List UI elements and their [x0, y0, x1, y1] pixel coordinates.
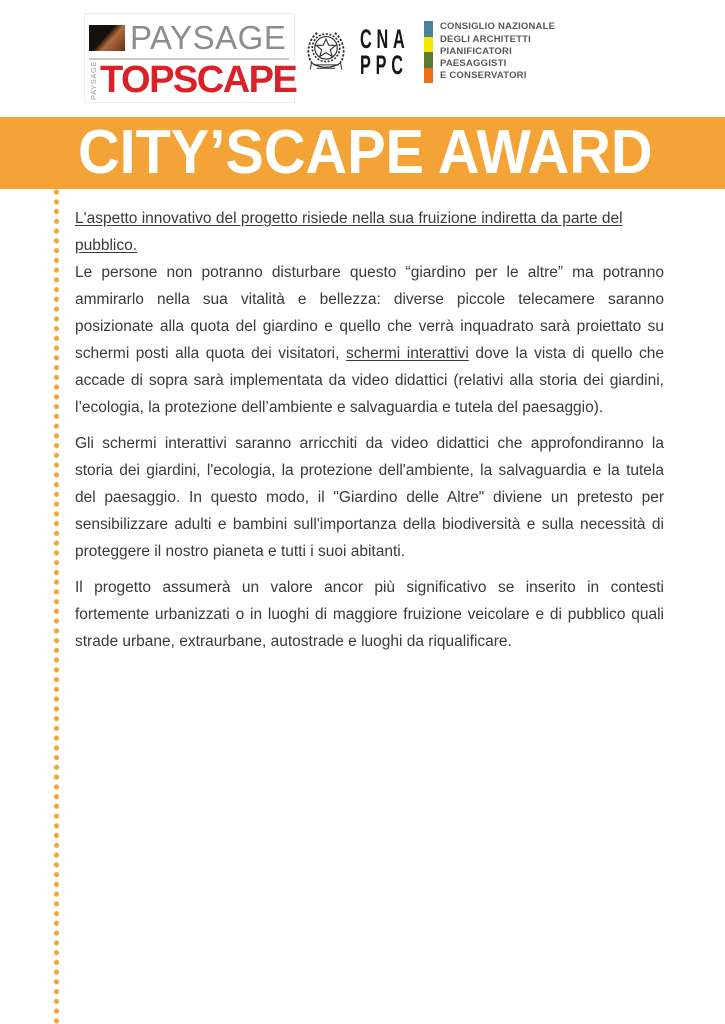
paysage-wordmark: PAYSAGE: [130, 18, 287, 56]
cnappc-color-bar-icon: [424, 21, 433, 83]
intro-underlined-statement: [75, 205, 664, 259]
underlined-text: L'aspetto innovativo del progetto risiede nella sua fruizione indiretta da parte del pubblico.: [75, 210, 623, 254]
topscape-wordmark: TOPSCAPE: [100, 59, 297, 101]
paysage-topscape-logo: [84, 13, 295, 103]
cnappc-logo: [301, 16, 555, 88]
cnappc-full-name: [440, 21, 555, 82]
body-text: Il progetto assumerà un valore ancor più significativo se inserito in contesti fortemente urbanizzati o in luoghi di maggiore fruizione veicolare e di pubblico quali strade urbane, extraurbane, autostrade e luoghi da riqualificare.: [75, 579, 664, 650]
topscape-row: [89, 59, 297, 101]
cnappc-acronym: [360, 26, 414, 78]
underlined-text: schermi interattivi: [345, 345, 469, 362]
paragraph-contesti-urbanizzati: [75, 574, 664, 655]
cityscape-award-banner: [0, 117, 725, 189]
header: [0, 0, 725, 117]
body-text: Gli schermi interattivi saranno arricchiti da video didattici che approfondiranno la storia dei giardini, l'ecologia, la protezione dell'ambiente, la salvaguardia e la tutela del paesaggio. In questo modo, il "Giardino delle Altre" diviene un pretesto per sensibilizzare adulti e bambini sull'importanza della biodiversità e sulla necessità di proteggere il nostro pianeta e tutti i suoi abitanti.: [75, 435, 664, 560]
cnappc-name-line: DEGLI ARCHITETTI: [440, 33, 531, 45]
italian-republic-emblem-icon: [301, 22, 351, 82]
bar-segment-olive: [424, 52, 433, 68]
cnappc-acronym-line2: PPC: [360, 50, 408, 80]
paysage-vertical-label: PAYSAGE: [89, 61, 98, 100]
paragraph-video-didattici: [75, 430, 664, 565]
body-text: Le persone non potranno disturbare questo “giardino per le altre” ma potranno ammirarlo nella sua vitalità e bellezza: diverse piccole telecamere saranno posizionate alla quota del giardino e quello che verrà inquadrato sarà proiettato su schermi posti alla quota dei visitatori,: [75, 264, 664, 362]
cnappc-name-line: CONSIGLIO NAZIONALE: [440, 21, 556, 33]
paysage-row: [89, 17, 289, 58]
document-body: [0, 189, 725, 664]
cnappc-name-line: E CONSERVATORI: [440, 70, 527, 82]
cnappc-name-line: PIANIFICATORI: [440, 45, 512, 57]
cnappc-name-line: PAESAGGISTI: [440, 58, 507, 70]
paragraph-telecamere: [75, 259, 664, 421]
cnappc-acronym-line1: CNA: [360, 24, 410, 54]
paysage-landscape-icon: [89, 25, 125, 51]
body-text: dove la vista di quello che accade di sopra sarà implementata da video didattici (relativi alla storia dei giardini, l’ecologia, la protezione dell’ambiente e salvaguardia e tutela del paesaggio).: [75, 345, 665, 416]
banner-title: CITY’SCAPE AWARD: [78, 118, 653, 187]
bar-segment-teal: [424, 21, 433, 37]
bar-segment-orange: [424, 68, 433, 84]
bar-segment-yellow: [424, 37, 433, 53]
